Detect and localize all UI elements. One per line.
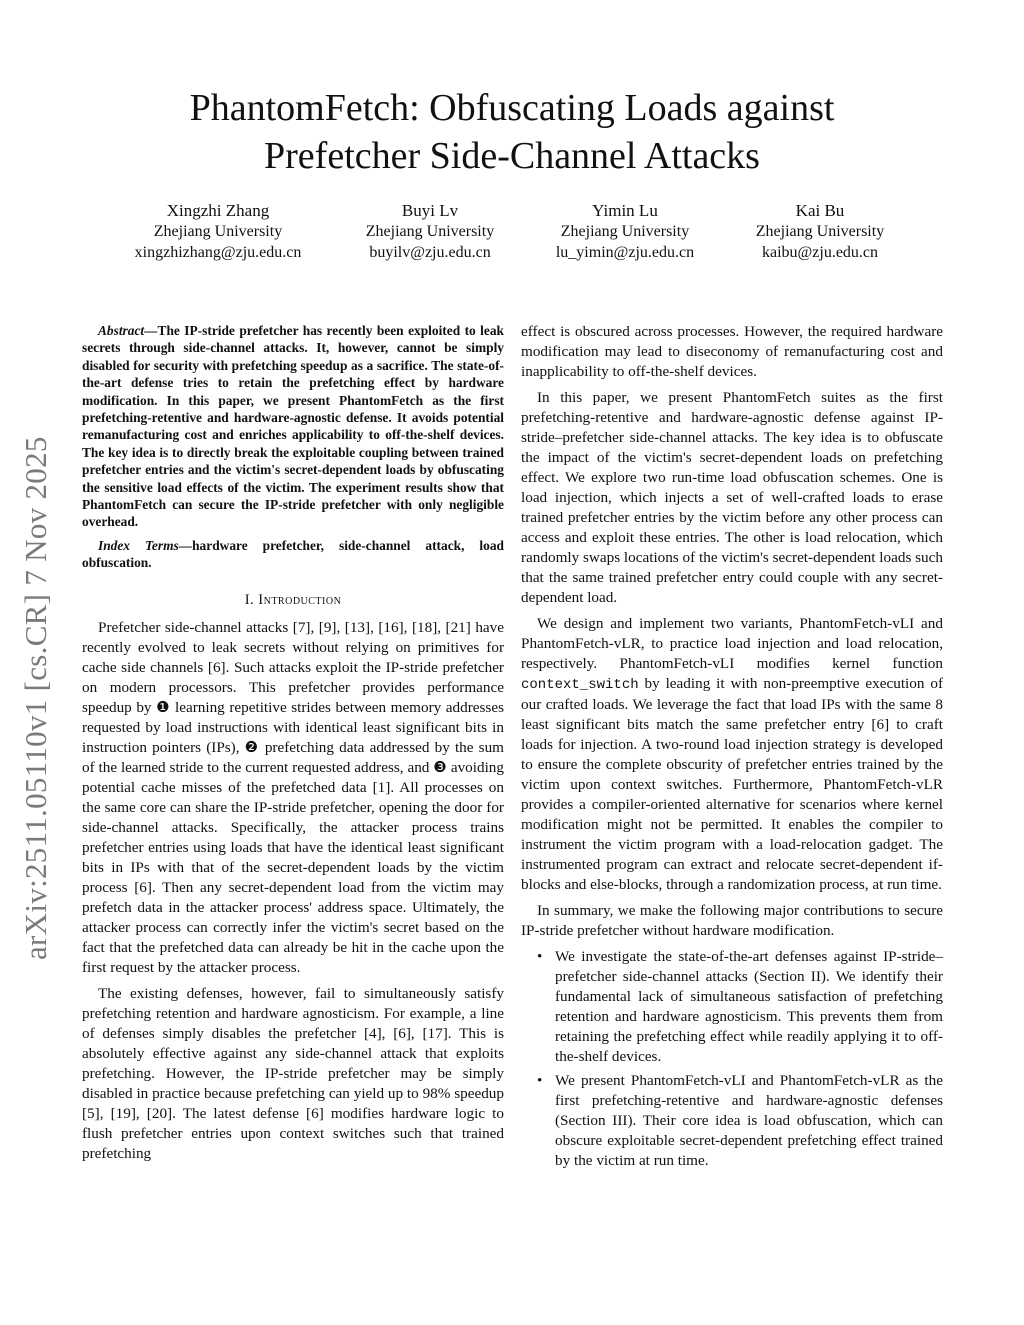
contribution-text: We present PhantomFetch-vLI and PhantomFetch-vLR as the first prefetching-retentive and hardware-agnostic defenses (Section III). Their core idea is load obfuscation, which can obscure exploitable secret-dependent prefetching effect trained by the victim at run time.	[555, 1072, 943, 1169]
left-column	[82, 322, 504, 1170]
bullet-icon: •	[537, 948, 543, 965]
index-terms-text: hardware prefetcher, side-channel attack, load obfuscation.	[82, 537, 504, 571]
author-affiliation: Zhejiang University	[755, 223, 885, 240]
right-paragraph-1: In this paper, we present PhantomFetch suites as the first prefetching-retentive and hardware-agnostic defense against IP-stride–prefetcher side-channel attacks. The key idea is to obfuscate the impact of the victim's secret-dependent loads on prefetching effect. We explore two run-time load obfuscation schemes. One is load injection, which injects a set of well-crafted loads to erase trained prefetcher entries by the victim before any other process can access and exploit these entries. The other is load relocation, which randomly swaps locations of the victim's secret-dependent loads such that the same trained prefetcher entry could couple with any secret-dependent load.	[521, 389, 943, 606]
author-affiliation: Zhejiang University	[153, 223, 283, 240]
author-4	[720, 200, 920, 263]
paragraph-text: by leading it with non-preemptive execution of our crafted loads. We leverage the fact that load IPs with the same 8 least significant bits match the same prefetcher entry [6] to craft loads for injection. A two-round load injection strategy is developed to ensure the complete obscurity of prefetcher entries trained by the victim upon context switches. Furthermore, PhantomFetch-vLR provides a compiler-oriented alternative for scenarios where kernel modification might not be permitted. It enables the compiler to instrument the victim program with a load-relocation gadget. The instrumented program can extract and relocate secret-dependent if-blocks and else-blocks, through a randomization process, at run time.	[521, 675, 944, 893]
right-paragraph-continued: effect is obscured across processes. However, the required hardware modification may lead to diseconomy of remanufacturing cost and inapplicability to off-the-shelf devices.	[521, 323, 943, 380]
title-line-1: PhantomFetch: Obfuscating Loads against	[189, 87, 835, 129]
abstract-label: Abstract—	[98, 323, 158, 338]
right-paragraph-2	[521, 614, 943, 895]
author-name: Yimin Lu	[592, 201, 658, 220]
author-name: Kai Bu	[795, 201, 845, 220]
right-paragraph-3: In summary, we make the following major contributions to secure IP-stride prefetcher without hardware modification.	[521, 902, 943, 939]
contributions-list	[521, 947, 943, 1171]
index-terms-label: Index Terms—	[98, 537, 193, 553]
list-item	[537, 1071, 943, 1171]
bullet-icon: •	[537, 1072, 543, 1089]
author-3	[525, 200, 725, 263]
author-email: xingzhizhang@zju.edu.cn	[134, 244, 302, 261]
author-email: kaibu@zju.edu.cn	[761, 244, 879, 261]
list-item	[537, 947, 943, 1067]
arxiv-identifier-stamp: arXiv:2511.05110v1 [cs.CR] 7 Nov 2025	[18, 436, 53, 960]
paragraph-text: We design and implement two variants, PhantomFetch-vLI and PhantomFetch-vLR, to practice load injection and load relocation, respectively. PhantomFetch-vLI modifies kernel function	[521, 615, 943, 672]
abstract	[82, 322, 504, 531]
paper-title	[100, 84, 924, 180]
author-affiliation: Zhejiang University	[365, 223, 495, 240]
author-affiliation: Zhejiang University	[560, 223, 690, 240]
right-column	[521, 322, 943, 1175]
title-line-2: Prefetcher Side-Channel Attacks	[264, 135, 760, 177]
intro-paragraph-1: Prefetcher side-channel attacks [7], [9], [13], [16], [18], [21] have recently evolved to leak secrets without relying on primitives for cache side channels [6]. Such attacks exploit the IP-stride prefetcher on modern processors. This prefetcher provides performance speedup by ❶ learning repetitive strides between memory addresses requested by load instructions with identical least significant bits in instruction pointers (IPs), ❷ prefetching data addressed by the sum of the learned stride to the current requested address, and ❸ avoiding potential cache misses of the prefetched data [1]. All processes on the same core can share the IP-stride prefetcher, opening the door for side-channel attacks. Specifically, the attacker process trains prefetcher entries using loads that have the identical least significant bits in IPs with that of the secret-dependent loads by the victim process [6]. Then any secret-dependent load from the victim may prefetch data in the attacker process' address space. Ultimately, the attacker process can correctly infer the victim's secret based on the fact that the prefetched data can already be hit in the cache upon the first request by the attacker process.	[82, 618, 504, 976]
author-2	[330, 200, 530, 263]
contribution-text: We investigate the state-of-the-art defenses against IP-stride–prefetcher side-channel attacks (Section II). We identify their fundamental lack of simultaneous satisfaction of prefetching retention and hardware agnosticism. This prevents them from retaining the prefetching effect while readily applying it to off-the-shelf devices.	[555, 948, 943, 1065]
abstract-text: The IP-stride prefetcher has recently been exploited to leak secrets through side-channel attacks. It, however, cannot be simply disabled for security with prefetching speedup as a sacrifice. The state-of-the-art defense tries to retain the prefetching effect by hardware modification. In this paper, we present PhantomFetch as the first prefetching-retentive and hardware-agnostic defense. It avoids potential remanufacturing cost and enriches applicability to off-the-shelf devices. The key idea is to directly break the exploitable coupling between trained prefetcher entries and the victim's secret-dependent loads by obfuscating the sensitive load effects of the victim. The experiment results show that PhantomFetch can secure the IP-stride prefetcher with only negligible overhead.	[82, 323, 504, 530]
author-email: buyilv@zju.edu.cn	[369, 244, 491, 261]
code-context-switch: context_switch	[521, 677, 639, 693]
index-terms	[82, 537, 504, 572]
section-heading-introduction: I. Introduction	[244, 591, 342, 608]
author-1	[118, 200, 318, 263]
author-name: Xingzhi Zhang	[166, 201, 270, 220]
intro-paragraph-2: The existing defenses, however, fail to simultaneously satisfy prefetching retention and hardware agnosticism. For example, a line of defenses simply disables the prefetcher [4], [6], [17]. This is absolutely effective against any side-channel attack that exploits prefetching. However, the IP-stride prefetcher may be simply disabled in practice because prefetching can yield up to 98% speedup [5], [19], [20]. The latest defense [6] modifies hardware logic to flush prefetcher entries upon context switches such that trained prefetching	[82, 984, 504, 1162]
author-name: Buyi Lv	[401, 201, 459, 220]
author-email: lu_yimin@zju.edu.cn	[555, 244, 695, 261]
